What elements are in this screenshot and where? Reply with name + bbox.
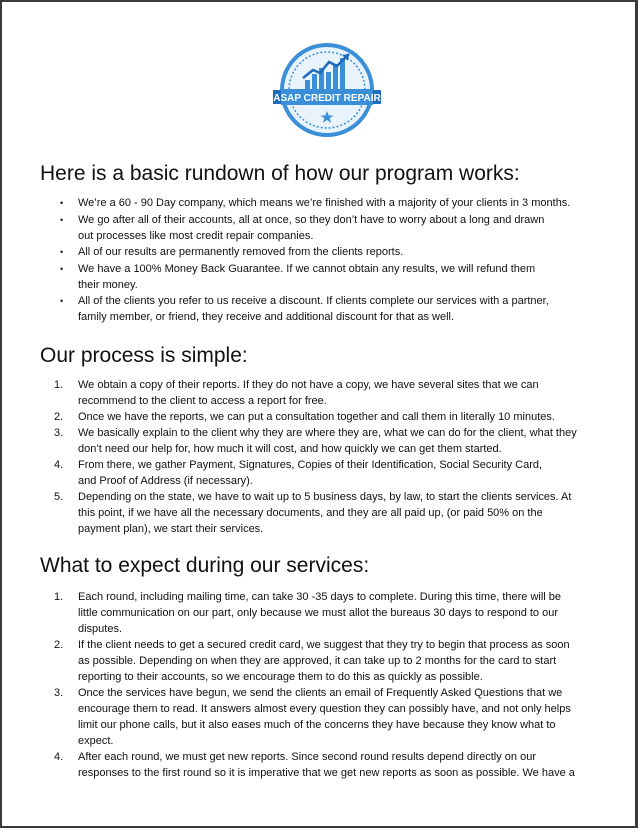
bullet-icon: • [60, 296, 64, 306]
list-item: 3. Once the services have begun, we send the clients an email of Frequently Asked Questions that we encourage them to read. It answers almost every question they can possibly have, and not only helps limit our phone calls, but it also eases much of the concerns they have because they know what to expect. [54, 687, 571, 747]
list-item: 3. We basically explain to the client why they are where they are, what we can do for the client, what they don’t need our help for, how much it will cost, and how quickly we can get them started. [54, 427, 577, 455]
list-item: • All of the clients you refer to us receive a discount. If clients complete our services with a partner, family member, or friend, they receive and additional discount for that as well. [60, 295, 549, 323]
list-item: • We’re a 60 - 90 Day company, which means we’re finished with a majority of your clients in 3 months. [60, 197, 571, 209]
list-item: • All of our results are permanently removed from the clients reports. [60, 246, 404, 258]
company-logo [267, 42, 387, 138]
bullet-icon: • [60, 263, 64, 274]
process-numbered-list [54, 377, 614, 537]
bullet-icon: • [60, 247, 64, 257]
bullet-icon: • [60, 198, 64, 208]
list-item: 2. If the client needs to get a secured credit card, we suggest that they try to begin that process as soon as possible. Depending on when they are approved, it can take up to 2 months for the card to start reporting to their accounts, so we encourage them to do this as quickly as possible. [54, 639, 570, 683]
section-heading-process: Our process is simple: [40, 344, 248, 367]
list-item: 5. Depending on the state, we have to wait up to 5 business days, by law, to start the clients services. At this point, if we have all the necessary documents, and they are all paid up, (or paid 50% on the payment plan), we start their services. [54, 491, 572, 535]
bullet-icon: • [60, 214, 64, 225]
rundown-bullet-list [54, 195, 614, 326]
expectations-numbered-list [54, 589, 614, 781]
section-heading-expectations: What to expect during our services: [40, 554, 370, 577]
list-item: 4. From there, we gather Payment, Signatures, Copies of their Identification, Social Security Card, and Proof of Address (if necessary). [54, 459, 543, 487]
list-item: 1. We obtain a copy of their reports. If they do not have a copy, we have several sites that we can recommend to the client to access a report for free. [54, 379, 539, 407]
list-item: • We have a 100% Money Back Guarantee. If we cannot obtain any results, we will refund them their money. [60, 262, 536, 291]
list-item: • We go after all of their accounts, all at once, so they don’t have to worry about a long and drawn out processes like most credit repair companies. [60, 213, 545, 242]
list-item: 4. After each round, we must get new reports. Since second round results depend directly on our responses to the first round so it is imperative that we get new reports as soon as possible. We have a [54, 751, 575, 779]
list-item: 1. Each round, including mailing time, can take 30 -35 days to complete. During this time, there will be little communication on our part, only because we must allot the bureaus 30 days to respond to our disputes. [54, 591, 562, 635]
logo-text: ASAP CREDIT REPAIR [273, 93, 381, 104]
section-heading-rundown: Here is a basic rundown of how our program works: [40, 162, 520, 185]
list-item: 2. Once we have the reports, we can put a consultation together and call them in literally 10 minutes. [54, 411, 555, 423]
